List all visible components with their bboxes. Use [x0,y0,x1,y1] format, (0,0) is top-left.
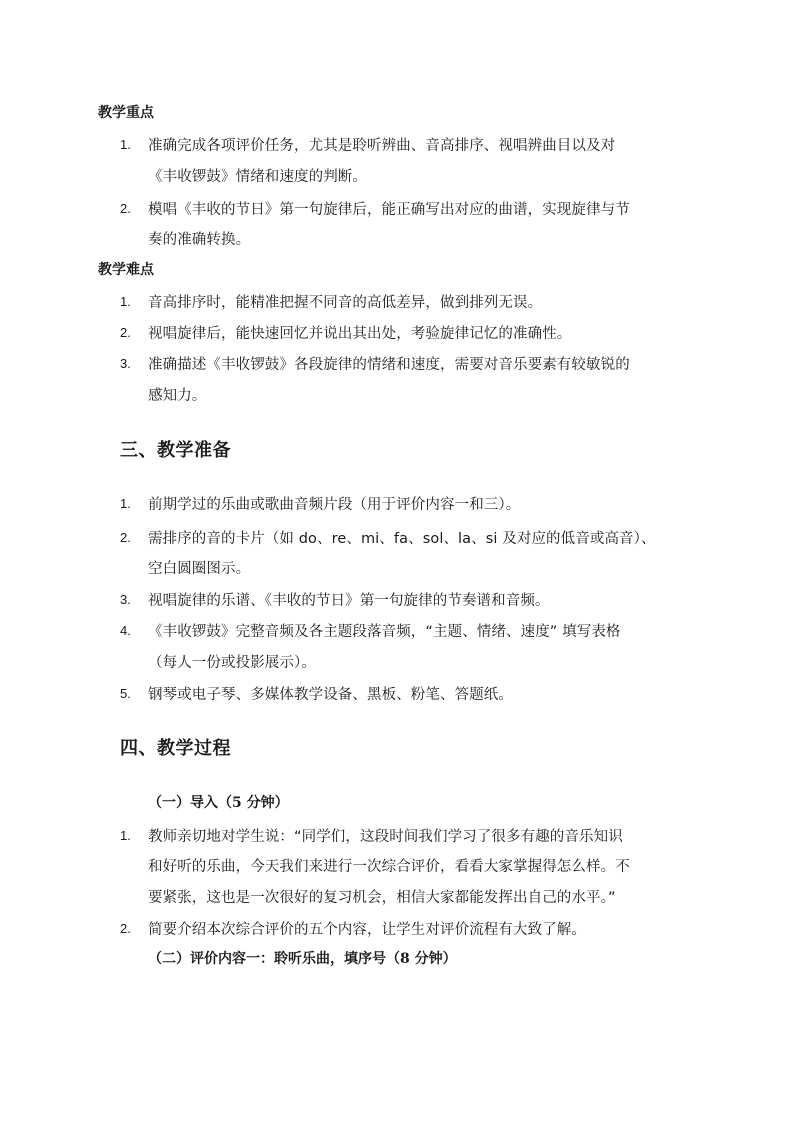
difficulty-item-2-line-1: 视唱旋律后，能快速回忆并说出其出处，考验旋律记忆的准确性。 [148,326,572,342]
prep-item-1-line-1: 前期学过的乐曲或歌曲音频片段（用于评价内容一和三）。 [148,497,521,513]
focus-item-2-line-1: 模唱《丰收的节日》第一句旋律后，能正确写出对应的曲谱，实现旋律与节 [148,202,630,218]
prep-item-4-line-2: （每人一份或投影展示）。 [148,655,316,671]
prep-item-3-number: 3. [120,592,131,607]
focus-heading: 教学重点 [98,105,154,121]
focus-item-1-line-2: 《丰收锣鼓》情绪和速度的判断。 [148,169,367,185]
step-1-item-2-line-1: 简要介绍本次综合评价的五个内容，让学生对评价流程有大致了解。 [148,922,586,938]
difficulty-item-3-line-1: 准确描述《丰收锣鼓》各段旋律的情绪和速度，需要对音乐要素有较敏锐的 [148,357,630,373]
step-1-item-2-number: 2. [120,921,131,936]
step-1-heading: （一）导入（5 分钟） [148,795,289,811]
step-2-heading: （二）评价内容一：聆听乐曲，填序号（8 分钟） [148,951,457,967]
process-section-title: 四、教学过程 [120,738,231,759]
step-1-item-1-line-2: 和好听的乐曲，今天我们来进行一次综合评价，看看大家掌握得怎么样。不 [148,859,630,875]
prep-item-2-number: 2. [120,530,131,545]
difficulty-item-2-number: 2. [120,325,131,340]
prep-item-2-line-2: 空白圆圈图示。 [148,561,251,577]
focus-item-2-number: 2. [120,201,131,216]
prep-item-3-line-1: 视唱旋律的乐谱、《丰收的节日》第一句旋律的节奏谱和音频。 [148,593,550,609]
difficulty-item-3-number: 3. [120,356,131,371]
prep-item-5-line-1: 钢琴或电子琴、多媒体教学设备、黑板、粉笔、答题纸。 [148,687,513,703]
prep-item-5-number: 5. [120,686,131,701]
difficulty-heading: 教学难点 [98,262,154,278]
prep-item-4-line-1: 《丰收锣鼓》完整音频及各主题段落音频，“主题、情绪、速度” 填写表格 [148,624,621,640]
focus-item-1-line-1: 准确完成各项评价任务，尤其是聆听辨曲、音高排序、视唱辨曲目以及对 [148,138,616,154]
difficulty-item-1-line-1: 音高排序时，能精准把握不同音的高低差异，做到排列无误。 [148,295,543,311]
prep-section-title: 三、教学准备 [120,440,231,461]
step-1-item-1-number: 1. [120,828,131,843]
focus-item-1-number: 1. [120,137,131,152]
focus-item-2-line-2: 奏的准确转换。 [148,232,251,248]
step-1-item-1-line-3: 要紧张，这也是一次很好的复习机会，相信大家都能发挥出自己的水平。” [148,890,616,906]
prep-item-1-number: 1. [120,496,131,511]
step-1-item-1-line-1: 教师亲切地对学生说：“同学们，这段时间我们学习了很多有趣的音乐知识 [148,829,623,845]
prep-item-2-line-1: 需排序的音的卡片（如 do、re、mi、fa、sol、la、si 及对应的低音或高音）、 [148,531,656,547]
difficulty-item-1-number: 1. [120,294,131,309]
difficulty-item-3-line-2: 感知力。 [148,388,207,404]
prep-item-4-number: 4. [120,623,131,638]
